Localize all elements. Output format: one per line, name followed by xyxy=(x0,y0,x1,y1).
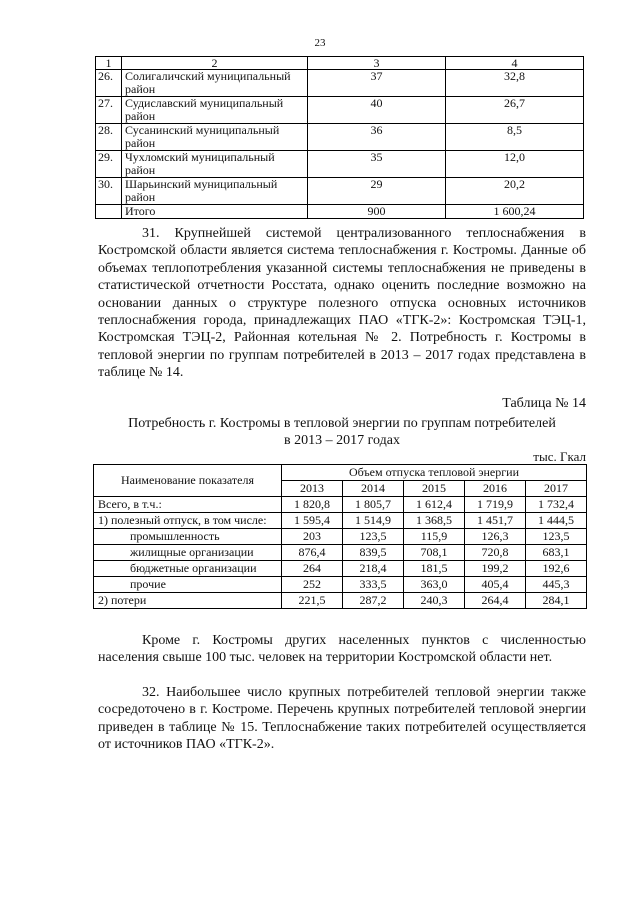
total-col4: 1 600,24 xyxy=(446,205,584,219)
row-number: 28. xyxy=(96,124,122,151)
cell-value: 123,5 xyxy=(343,529,404,545)
cell-value: 1 451,7 xyxy=(465,513,526,529)
row-number: 30. xyxy=(96,178,122,205)
table-row xyxy=(94,561,587,577)
value-col3: 37 xyxy=(308,70,446,97)
value-col3: 35 xyxy=(308,151,446,178)
paragraph-32: 32. Наибольшее число крупных потребителей тепловой энергии также сосредоточено в г. Костроме. Перечень крупных потребителей тепловой энергии приведен в таблице № 15. Теплоснабжение таких потребителей осуществляется от источников ПАО «ТГК-2». xyxy=(98,685,586,753)
cell-value: 1 595,4 xyxy=(282,513,343,529)
cell-value: 1 368,5 xyxy=(404,513,465,529)
table-14-unit: тыс. Гкал xyxy=(533,449,586,464)
cell-value: 405,4 xyxy=(465,577,526,593)
cell-value: 445,3 xyxy=(526,577,587,593)
table-total-row xyxy=(96,205,584,219)
cell-value: 876,4 xyxy=(282,545,343,561)
row-number: 29. xyxy=(96,151,122,178)
districts-table xyxy=(95,56,584,219)
indicator-header: Наименование показателя xyxy=(94,465,282,497)
table-14-title xyxy=(98,415,586,449)
cell-value: 218,4 xyxy=(343,561,404,577)
row-label: бюджетные организации xyxy=(94,561,282,577)
cell-value: 720,8 xyxy=(465,545,526,561)
column-number-4: 4 xyxy=(446,57,584,70)
table-row xyxy=(94,513,587,529)
cell-value: 683,1 xyxy=(526,545,587,561)
cell-value: 1 805,7 xyxy=(343,497,404,513)
row-label: жилищные организации xyxy=(94,545,282,561)
cell-value: 1 820,8 xyxy=(282,497,343,513)
table-header-row xyxy=(96,57,584,70)
value-col4: 12,0 xyxy=(446,151,584,178)
table-row xyxy=(94,577,587,593)
table-row xyxy=(94,545,587,561)
column-number-1: 1 xyxy=(96,57,122,70)
table-14-number: Таблица № 14 xyxy=(502,396,586,411)
value-col3: 36 xyxy=(308,124,446,151)
table-row xyxy=(94,497,587,513)
table-row xyxy=(96,151,584,178)
cell-value: 115,9 xyxy=(404,529,465,545)
table-row xyxy=(96,178,584,205)
cell-value: 839,5 xyxy=(343,545,404,561)
year-header: 2013 xyxy=(282,481,343,497)
volume-header: Объем отпуска тепловой энергии xyxy=(282,465,587,481)
cell-value: 252 xyxy=(282,577,343,593)
heat-consumption-table xyxy=(93,464,587,609)
cell-value: 333,5 xyxy=(343,577,404,593)
cell-value: 1 719,9 xyxy=(465,497,526,513)
table-14-title-line2: в 2013 – 2017 годах xyxy=(284,433,400,448)
cell-value: 192,6 xyxy=(526,561,587,577)
row-label: прочие xyxy=(94,577,282,593)
total-col3: 900 xyxy=(308,205,446,219)
paragraph-kostroma-population: Кроме г. Костромы других населенных пунктов с численностью населения свыше 100 тыс. человек на территории Костромской области нет. xyxy=(98,633,586,666)
cell-value: 264,4 xyxy=(465,593,526,609)
table-header-row xyxy=(94,465,587,481)
cell-value: 1 732,4 xyxy=(526,497,587,513)
table-row xyxy=(96,97,584,124)
row-number: 27. xyxy=(96,97,122,124)
year-header: 2017 xyxy=(526,481,587,497)
cell-value: 203 xyxy=(282,529,343,545)
table-row xyxy=(94,593,587,609)
row-label: 2) потери xyxy=(94,593,282,609)
row-number: 26. xyxy=(96,70,122,97)
district-name: Судиславский муниципальный район xyxy=(122,97,308,124)
cell-value: 363,0 xyxy=(404,577,465,593)
cell-value: 240,3 xyxy=(404,593,465,609)
year-header: 2014 xyxy=(343,481,404,497)
cell-value: 123,5 xyxy=(526,529,587,545)
cell-value: 221,5 xyxy=(282,593,343,609)
value-col3: 29 xyxy=(308,178,446,205)
district-name: Шарьинский муниципальный район xyxy=(122,178,308,205)
paragraph-31: 31. Крупнейшей системой централизованного теплоснабжения в Костромской области является система теплоснабжения г. Костромы. Данные об объемах теплопотребления указанной системы теплоснабжения не приведены в статистической отчетности Росстата, однако оценить последние возможно на основании данных о структуре полезного отпуска основных источников теплоснабжения города, принадлежащих ПАО «ТГК-2»: Костромская ТЭЦ-1, Костромская ТЭЦ-2, Районная котельная № 2. Потребность г. Костромы в тепловой энергии по группам потребителей в 2013 – 2017 годах представлена в таблице № 14. xyxy=(98,226,586,381)
value-col3: 40 xyxy=(308,97,446,124)
table-row xyxy=(96,124,584,151)
cell-value: 1 612,4 xyxy=(404,497,465,513)
row-label: Всего, в т.ч.: xyxy=(94,497,282,513)
year-header: 2016 xyxy=(465,481,526,497)
row-label: 1) полезный отпуск, в том числе: xyxy=(94,513,282,529)
table-row xyxy=(96,70,584,97)
table-row xyxy=(94,529,587,545)
value-col4: 32,8 xyxy=(446,70,584,97)
value-col4: 26,7 xyxy=(446,97,584,124)
cell-value: 284,1 xyxy=(526,593,587,609)
district-name: Солигаличский муниципальный район xyxy=(122,70,308,97)
column-number-2: 2 xyxy=(122,57,308,70)
cell-value: 199,2 xyxy=(465,561,526,577)
cell-value: 126,3 xyxy=(465,529,526,545)
district-name: Сусанинский муниципальный район xyxy=(122,124,308,151)
year-header: 2015 xyxy=(404,481,465,497)
cell-value: 264 xyxy=(282,561,343,577)
district-name: Чухломский муниципальный район xyxy=(122,151,308,178)
cell-value: 708,1 xyxy=(404,545,465,561)
cell-value: 181,5 xyxy=(404,561,465,577)
value-col4: 8,5 xyxy=(446,124,584,151)
cell-value: 1 514,9 xyxy=(343,513,404,529)
page-number: 23 xyxy=(314,37,326,49)
cell-value: 1 444,5 xyxy=(526,513,587,529)
row-label: промышленность xyxy=(94,529,282,545)
cell-value: 287,2 xyxy=(343,593,404,609)
column-number-3: 3 xyxy=(308,57,446,70)
value-col4: 20,2 xyxy=(446,178,584,205)
row-number xyxy=(96,205,122,219)
table-14-title-line1: Потребность г. Костромы в тепловой энергии по группам потребителей xyxy=(128,416,556,431)
total-label: Итого xyxy=(122,205,308,219)
